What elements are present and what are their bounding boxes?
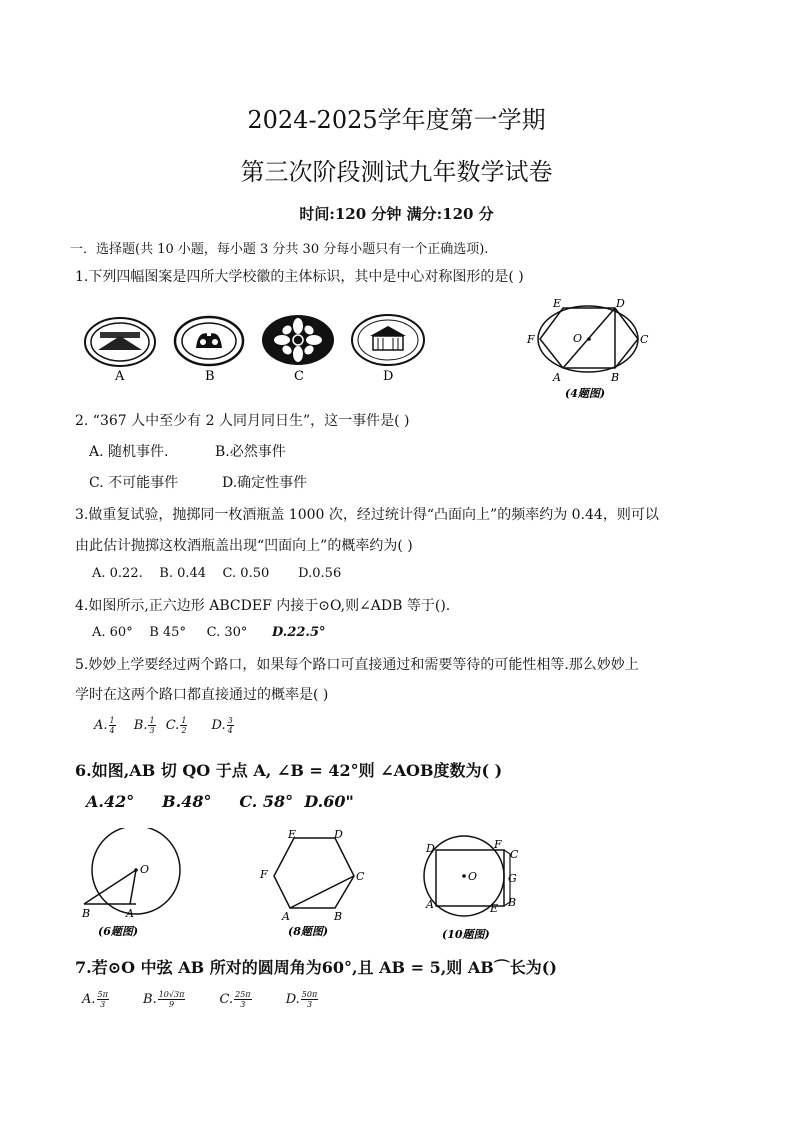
q2-option-a: A. 随机事件. [89, 444, 169, 460]
emblem-c-icon [262, 315, 334, 365]
fig6-point-o: O [140, 863, 150, 876]
question-6: 6.如图,AB 切 QO 于点 A, ∠B = 42°则 ∠AOB度数为( ) [75, 761, 503, 780]
fig8-point-f: F [260, 868, 268, 881]
question-4: 4.如图所示,正六边形 ABCDEF 内接于⊙O,则∠ADB 等于(). [75, 598, 451, 614]
emblem-d-label: D [383, 369, 394, 384]
q5-option-d: D. $\frac{3}{4}$ [211, 716, 233, 735]
emblem-a-label: A [115, 369, 125, 384]
fig6-point-a: A [126, 907, 134, 920]
fig10-point-b: B [508, 896, 517, 909]
question-7: 7.若⊙O 中弦 AB 所对的圆周角为60°,且 AB = 5,则 AB⌒长为() [75, 958, 557, 977]
question-5-line1: 5.妙妙上学要经过两个路口，如果每个路口可直接通过和需要等待的可能性相等.那么妙妙上 [75, 657, 639, 673]
fig10-point-a: A [426, 898, 434, 911]
fig4-point-c: C [640, 333, 649, 346]
section-heading: 一．选择题(共 10 小题，每小题 3 分共 30 分每小题只有一个正确选项). [70, 242, 489, 257]
question-1: 1.下列四幅图案是四所大学校徽的主体标识，其中是中心对称图形的是( ) [75, 269, 524, 285]
q7-option-c: C. $\frac{25\pi}{3}$ [219, 990, 251, 1009]
question-5-line2: 学时在这两个路口都直接通过的概率是( ) [75, 687, 329, 703]
q5-option-a: A. $\frac{1}{4}$ [94, 716, 115, 735]
q2-option-b: B.必然事件 [215, 444, 286, 460]
emblem-a-icon [85, 318, 155, 366]
fig8-point-e: E [288, 828, 297, 841]
fig10-point-f: F [494, 838, 502, 851]
fig4-point-d: D [616, 297, 625, 310]
fig10-point-d: D [426, 842, 435, 855]
q2-option-d: D.确定性事件 [222, 475, 308, 491]
q5-option-c: C. $\frac{1}{2}$ [165, 716, 187, 735]
emblem-d-icon [352, 315, 424, 365]
fig10-point-e: E [490, 902, 499, 915]
fig10-caption: (10题图) [442, 928, 490, 941]
fig4-caption: (4题图) [565, 387, 606, 400]
fig4-point-f: F [527, 333, 535, 346]
fig8-caption: (8题图) [288, 925, 329, 938]
emblem-b-icon [175, 317, 243, 365]
fig10-point-g: G [508, 872, 517, 885]
figure-q4-hexagon-in-circle [515, 295, 665, 405]
emblem-b-label: B [205, 369, 215, 384]
fig8-point-d: D [334, 828, 343, 841]
question-3-line2: 由此估计抛掷这枚酒瓶盖出现“凹面向上”的概率约为( ) [75, 538, 413, 554]
fig8-point-c: C [356, 870, 365, 883]
figure-q10-rectangle-in-circle [418, 832, 548, 944]
figure-q6-tangent [78, 828, 190, 943]
fig4-point-e: E [553, 297, 562, 310]
fig4-point-b: B [611, 371, 620, 384]
fig10-point-c: C [510, 848, 519, 861]
emblem-c-label: C [294, 369, 304, 384]
q1-emblems-figure [78, 300, 438, 390]
fig8-point-a: A [282, 910, 290, 923]
q3-options: A. 0.22. B. 0.44 C. 0.50 D.0.56 [92, 566, 342, 581]
q7-option-b: B. $\frac{10√3\pi}{9}$ [143, 990, 185, 1009]
fig6-point-b: B [82, 907, 91, 920]
q4-options: A. 60° B 45° C. 30° [92, 625, 248, 640]
q4-option-d: D.22.5° [272, 625, 326, 640]
question-2: 2. “367 人中至少有 2 人同月同日生”，这一事件是( ) [75, 413, 410, 429]
fig10-point-o: O [468, 870, 478, 883]
exam-title-year: 2024-2025学年度第一学期 [247, 106, 546, 134]
fig6-caption: (6题图) [98, 925, 139, 938]
q7-option-d: D. $\frac{50\pi}{3}$ [285, 990, 318, 1009]
fig8-point-b: B [334, 910, 343, 923]
fig4-point-a: A [553, 371, 561, 384]
q7-options [82, 990, 318, 1009]
q2-option-c: C. 不可能事件 [89, 475, 179, 491]
q5-option-b: B. $\frac{1}{3}$ [133, 716, 155, 735]
figure-q8-hexagon [252, 828, 382, 943]
question-3-line1: 3.做重复试验，抛掷同一枚酒瓶盖 1000 次，经过统计得“凸面向上”的频率约为 0.44，则可以 [75, 507, 659, 523]
exam-meta: 时间:120 分钟 满分:120 分 [299, 205, 494, 223]
q7-option-a: A. $\frac{5\pi}{3}$ [82, 990, 108, 1009]
exam-title-main: 第三次阶段测试九年数学试卷 [240, 158, 553, 186]
q5-options [94, 716, 234, 735]
fig4-point-o: O [573, 332, 583, 345]
q6-options: A.42° B.48° C. 58° D.60" [86, 792, 354, 811]
